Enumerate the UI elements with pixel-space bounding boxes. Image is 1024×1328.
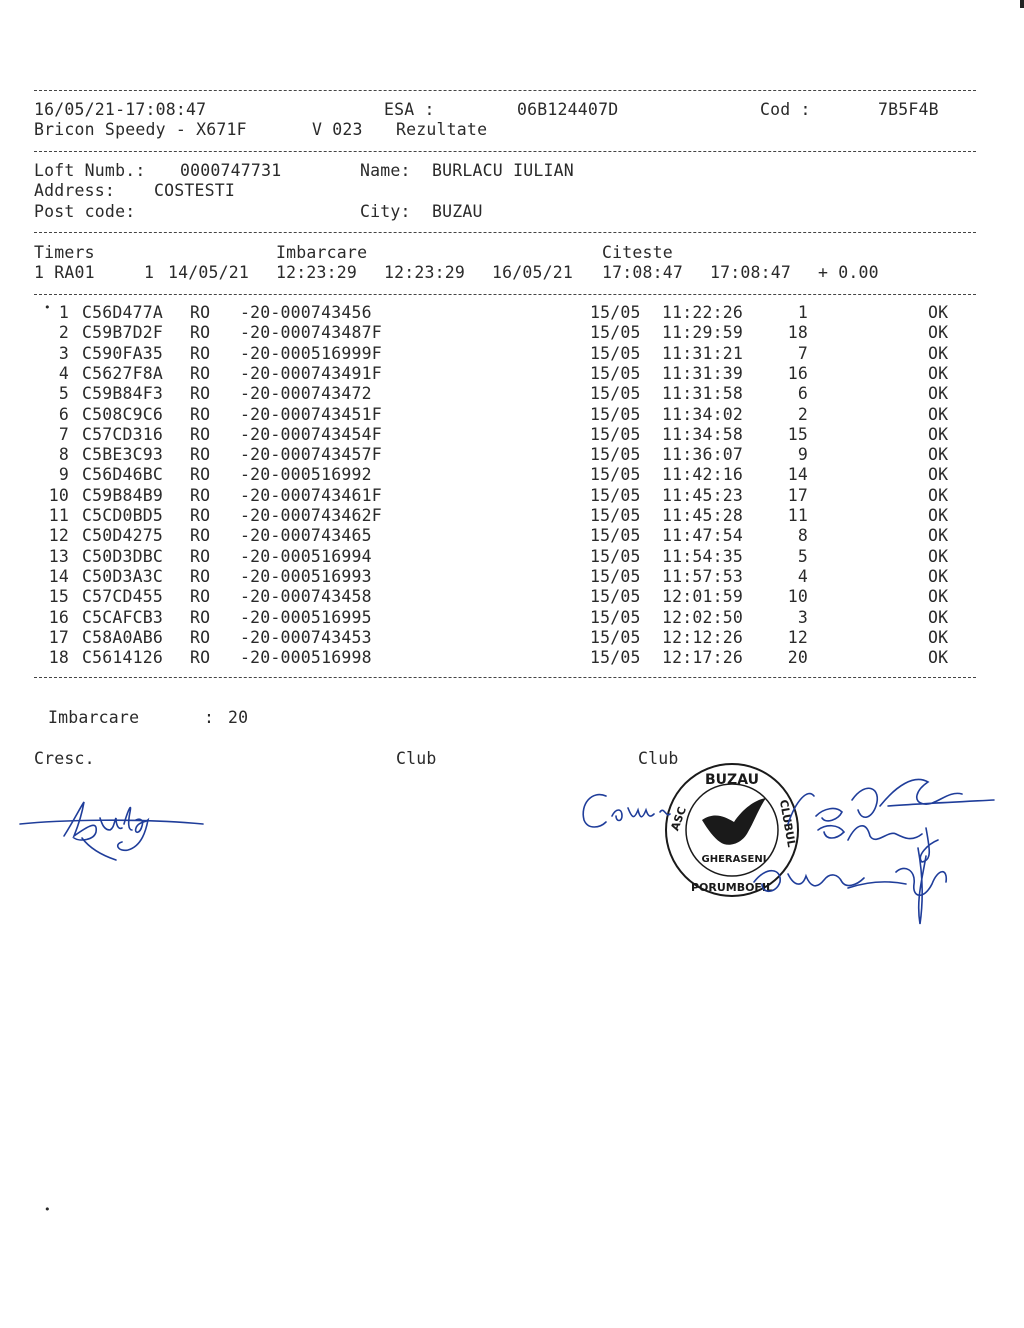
row-index: 1	[58, 303, 69, 322]
result-row	[0, 384, 1024, 404]
arrival-date: 15/05	[590, 445, 641, 465]
arrival-time: 12:12:26	[662, 627, 744, 647]
check-status: OK	[928, 424, 949, 444]
cod-label: Cod :	[760, 100, 811, 119]
result-row	[0, 465, 1024, 485]
arrival-date: 15/05	[590, 303, 641, 322]
esa-label: ESA :	[384, 100, 435, 119]
timers-header: Timers	[34, 243, 95, 262]
signature-label-club-1: Club	[396, 749, 437, 768]
check-status: OK	[928, 627, 949, 647]
separator-top	[34, 90, 976, 91]
result-row	[0, 648, 1024, 668]
country-code: RO	[190, 445, 211, 465]
arrival-time: 11:22:26	[662, 303, 744, 322]
basket-position: 20	[787, 648, 808, 668]
basket-position: 4	[797, 566, 808, 586]
country-code: RO	[190, 323, 211, 343]
ring-number: -20-000516994	[240, 546, 372, 566]
result-row	[0, 547, 1024, 567]
separator-fancier	[34, 232, 976, 233]
result-row	[0, 445, 1024, 465]
ring-number: -20-000516993	[240, 566, 372, 586]
check-status: OK	[928, 445, 949, 465]
stamp-text-center: GHERASENI	[701, 854, 767, 865]
check-status: OK	[928, 384, 949, 404]
check-status: OK	[928, 648, 949, 668]
check-status: OK	[928, 404, 949, 424]
ring-code: C50D3A3C	[82, 566, 164, 586]
country-code: RO	[190, 627, 211, 647]
result-row	[0, 506, 1024, 526]
esa-value: 06B124407D	[517, 100, 619, 119]
result-row	[0, 567, 1024, 587]
read-time-2: 17:08:47	[710, 263, 792, 282]
arrival-time: 12:01:59	[662, 587, 744, 607]
row-index: 13	[48, 546, 69, 566]
basket-position: 2	[797, 404, 808, 424]
stamp-text-bottom: PORUMBOFIL	[690, 881, 774, 894]
ring-number: -20-000743472	[240, 384, 372, 404]
ring-code: C50D3DBC	[82, 546, 164, 566]
ring-code: C508C9C6	[82, 404, 164, 424]
arrival-time: 11:36:07	[662, 445, 744, 465]
ring-code: C5CD0BD5	[82, 506, 164, 525]
ring-code: C5627F8A	[82, 363, 164, 383]
arrival-time: 11:54:35	[662, 546, 744, 566]
ring-code: C59B7D2F	[82, 323, 164, 343]
arrival-date: 15/05	[590, 384, 641, 404]
result-row	[0, 323, 1024, 343]
row-index: 15	[48, 587, 69, 607]
report-mode: Rezultate	[396, 120, 488, 139]
ring-number: -20-000743451F	[240, 404, 382, 424]
arrival-time: 12:02:50	[662, 607, 744, 627]
ring-number: -20-000743462F	[240, 506, 382, 525]
country-code: RO	[190, 648, 211, 668]
print-datetime: 16/05/21-17:08:47	[34, 100, 207, 119]
ring-code: C59B84F3	[82, 384, 164, 404]
basket-date: 14/05/21	[168, 263, 250, 282]
check-status: OK	[928, 323, 949, 343]
row-index: 2	[58, 323, 69, 343]
ring-code: C57CD455	[82, 587, 164, 607]
row-index: 6	[58, 404, 69, 424]
city-value: BUZAU	[432, 202, 483, 221]
basketed-label: Imbarcare	[48, 708, 140, 727]
basket-position: 10	[787, 587, 808, 607]
arrival-time: 11:42:16	[662, 465, 744, 485]
basket-position: 7	[797, 343, 808, 363]
row-index: 14	[48, 566, 69, 586]
country-code: RO	[190, 363, 211, 383]
arrival-date: 15/05	[590, 404, 641, 424]
basketed-count: 20	[228, 708, 249, 727]
row-index: 16	[48, 607, 69, 627]
arrival-time: 11:34:02	[662, 404, 744, 424]
row-index: 9	[58, 465, 69, 485]
basket-position: 14	[787, 465, 808, 485]
row-index: 18	[48, 648, 69, 668]
country-code: RO	[190, 485, 211, 505]
arrival-time: 11:31:58	[662, 384, 744, 404]
ring-code: C58A0AB6	[82, 627, 164, 647]
ring-number: -20-000743491F	[240, 363, 382, 383]
check-status: OK	[928, 506, 949, 525]
country-code: RO	[190, 566, 211, 586]
reading-header: Citeste	[602, 243, 673, 262]
basket-position: 18	[787, 323, 808, 343]
ring-code: C50D4275	[82, 526, 164, 546]
separator-results	[34, 677, 976, 678]
arrival-date: 15/05	[590, 485, 641, 505]
arrival-date: 15/05	[590, 343, 641, 363]
device-name: Bricon Speedy - X671F	[34, 120, 247, 139]
result-row	[0, 364, 1024, 384]
check-status: OK	[928, 343, 949, 363]
country-code: RO	[190, 465, 211, 485]
country-code: RO	[190, 506, 211, 525]
arrival-date: 15/05	[590, 546, 641, 566]
basket-position: 6	[797, 384, 808, 404]
result-row	[0, 587, 1024, 607]
loft-number: 0000747731	[180, 161, 282, 180]
arrival-time: 11:29:59	[662, 323, 744, 343]
country-code: RO	[190, 546, 211, 566]
ring-number: -20-000743454F	[240, 424, 382, 444]
ring-code: C5614126	[82, 648, 164, 668]
arrival-time: 11:45:28	[662, 506, 744, 525]
separator-header	[34, 151, 976, 152]
row-index: 7	[58, 424, 69, 444]
check-status: OK	[928, 587, 949, 607]
basket-position: 12	[787, 627, 808, 647]
scan-speck-1: •	[44, 301, 51, 314]
basket-position: 17	[787, 485, 808, 505]
basket-position: 11	[787, 506, 808, 525]
country-code: RO	[190, 303, 211, 322]
ring-number: -20-000743458	[240, 587, 372, 607]
separator-timers	[34, 294, 976, 295]
basketed-separator: :	[204, 708, 215, 727]
result-row	[0, 608, 1024, 628]
ring-number: -20-000516998	[240, 648, 372, 668]
address-label: Address:	[34, 181, 116, 200]
arrival-time: 11:34:58	[662, 424, 744, 444]
check-status: OK	[928, 363, 949, 383]
arrival-date: 15/05	[590, 627, 641, 647]
row-index: 4	[58, 363, 69, 383]
basket-position: 8	[797, 526, 808, 546]
arrival-date: 15/05	[590, 607, 641, 627]
ring-number: -20-000743457F	[240, 445, 382, 465]
arrival-time: 11:45:23	[662, 485, 744, 505]
ring-number: -20-000743456	[240, 303, 372, 322]
ring-code: C5BE3C93	[82, 445, 164, 465]
arrival-time: 11:31:21	[662, 343, 744, 363]
arrival-date: 15/05	[590, 465, 641, 485]
result-row	[0, 628, 1024, 648]
ring-code: C56D46BC	[82, 465, 164, 485]
row-index: 11	[48, 506, 69, 525]
stamp-text-right: CLUBUL	[776, 798, 799, 849]
result-row	[0, 303, 1024, 323]
scan-speck-2: •	[44, 1203, 51, 1216]
result-row	[0, 405, 1024, 425]
cod-value: 7B5F4B	[878, 100, 939, 119]
country-code: RO	[190, 384, 211, 404]
result-row	[0, 526, 1024, 546]
check-status: OK	[928, 485, 949, 505]
arrival-date: 15/05	[590, 424, 641, 444]
row-index: 8	[58, 445, 69, 465]
basket-position: 5	[797, 546, 808, 566]
fancier-signature	[18, 790, 208, 870]
row-index: 3	[58, 343, 69, 363]
check-status: OK	[928, 465, 949, 485]
ring-number: -20-000516999F	[240, 343, 382, 363]
signature-label-fancier: Cresc.	[34, 749, 95, 768]
arrival-date: 15/05	[590, 566, 641, 586]
country-code: RO	[190, 424, 211, 444]
country-code: RO	[190, 526, 211, 546]
arrival-date: 15/05	[590, 526, 641, 546]
country-code: RO	[190, 343, 211, 363]
ring-number: -20-000516995	[240, 607, 372, 627]
check-status: OK	[928, 607, 949, 627]
basket-time-2: 12:23:29	[384, 263, 466, 282]
committee-signatures	[576, 760, 996, 930]
row-index: 12	[48, 526, 69, 546]
clock-deviation: + 0.00	[818, 263, 879, 282]
scan-edge-mark	[1020, 0, 1024, 8]
arrival-time: 12:17:26	[662, 648, 744, 668]
ring-number: -20-000743453	[240, 627, 372, 647]
ring-code: C57CD316	[82, 424, 164, 444]
basket-position: 1	[797, 303, 808, 322]
check-status: OK	[928, 303, 949, 322]
ring-number: -20-000743465	[240, 526, 372, 546]
check-status: OK	[928, 566, 949, 586]
timer-number: 1	[144, 263, 155, 282]
timer-id: 1 RA01	[34, 263, 95, 282]
city-label: City:	[360, 202, 411, 221]
arrival-date: 15/05	[590, 363, 641, 383]
country-code: RO	[190, 587, 211, 607]
basket-time-1: 12:23:29	[276, 263, 358, 282]
basket-position: 16	[787, 363, 808, 383]
arrival-date: 15/05	[590, 587, 641, 607]
basket-position: 3	[797, 607, 808, 627]
arrival-date: 15/05	[590, 648, 641, 668]
name-label: Name:	[360, 161, 411, 180]
row-index: 5	[58, 384, 69, 404]
read-time-1: 17:08:47	[602, 263, 684, 282]
result-row	[0, 425, 1024, 445]
ring-number: -20-000516992	[240, 465, 372, 485]
country-code: RO	[190, 404, 211, 424]
check-status: OK	[928, 546, 949, 566]
fancier-name: BURLACU IULIAN	[432, 161, 574, 180]
arrival-time: 11:57:53	[662, 566, 744, 586]
basketing-header: Imbarcare	[276, 243, 368, 262]
postcode-label: Post code:	[34, 202, 136, 221]
row-index: 17	[48, 627, 69, 647]
arrival-time: 11:31:39	[662, 363, 744, 383]
read-date: 16/05/21	[492, 263, 574, 282]
check-status: OK	[928, 526, 949, 546]
ring-number: -20-000743461F	[240, 485, 382, 505]
signature-label-club-2: Club	[638, 749, 679, 768]
ring-code: C56D477A	[82, 303, 164, 322]
arrival-time: 11:47:54	[662, 526, 744, 546]
ring-code: C590FA35	[82, 343, 164, 363]
stamp-text-left: ASC	[668, 805, 690, 833]
loft-label: Loft Numb.:	[34, 161, 146, 180]
result-row	[0, 486, 1024, 506]
basket-position: 9	[797, 445, 808, 465]
country-code: RO	[190, 607, 211, 627]
row-index: 10	[48, 485, 69, 505]
stamp-text-top: BUZAU	[705, 772, 759, 788]
address-value: COSTESTI	[154, 181, 236, 200]
arrival-date: 15/05	[590, 506, 641, 525]
arrival-date: 15/05	[590, 323, 641, 343]
ring-code: C59B84B9	[82, 485, 164, 505]
ring-number: -20-000743487F	[240, 323, 382, 343]
ring-code: C5CAFCB3	[82, 607, 164, 627]
basket-position: 15	[787, 424, 808, 444]
result-row	[0, 344, 1024, 364]
device-version: V 023	[312, 120, 363, 139]
